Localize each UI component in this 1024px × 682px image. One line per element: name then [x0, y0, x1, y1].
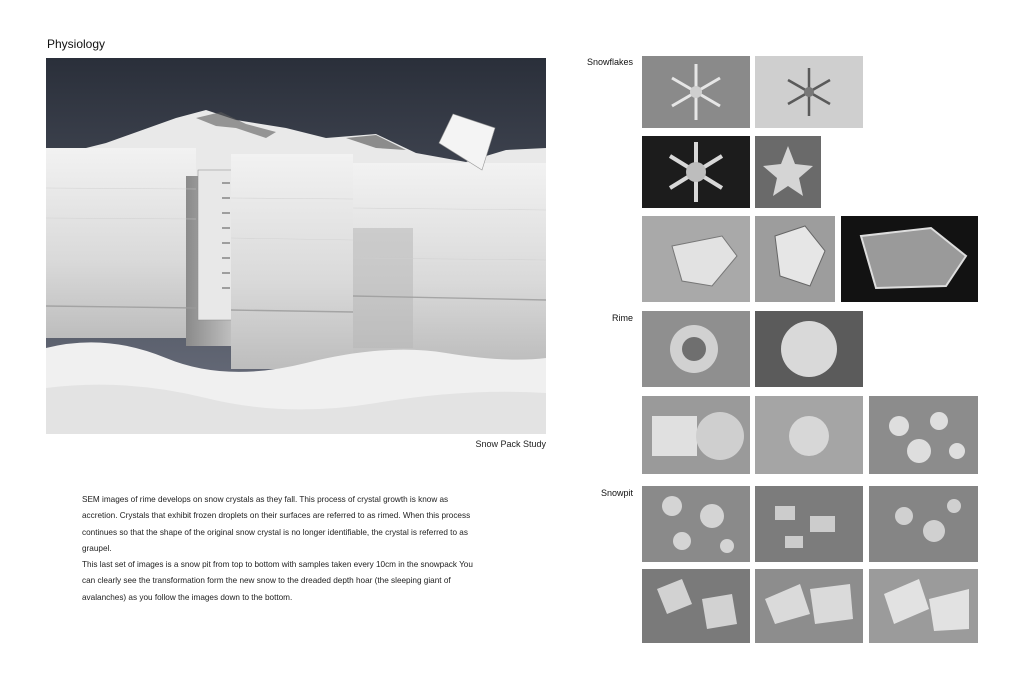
rime-image — [755, 396, 863, 474]
snowpit-image — [869, 486, 978, 562]
snowflake-image — [755, 216, 835, 302]
snowpit-label: Snowpit — [600, 488, 633, 498]
rime-image — [869, 396, 978, 474]
rime-image — [642, 396, 750, 474]
hero-caption: Snow Pack Study — [475, 439, 546, 449]
snowpit-image — [869, 569, 978, 643]
snowflakes-label: Snowflakes — [586, 57, 633, 67]
snowpit-image — [642, 569, 750, 643]
snowflake-image — [755, 56, 863, 128]
snowflake-image — [642, 56, 750, 128]
description-paragraph-2: This last set of images is a snow pit from top to bottom with samples taken every 10cm in the snowpack You can clearly see the transformation form the new snow to the dreaded depth hoar (the sleeping giant of avalanches) as you follow the images down to the bottom. — [82, 560, 473, 602]
rime-image — [755, 311, 863, 387]
rime-image — [642, 311, 750, 387]
snowflake-image — [755, 136, 821, 208]
rime-label: Rime — [611, 313, 633, 323]
snowpit-image — [642, 486, 750, 562]
snow-pack-photo — [46, 58, 546, 434]
snowflake-image — [642, 216, 750, 302]
description-text — [82, 492, 482, 606]
snowpit-image — [755, 486, 863, 562]
snowflake-image — [642, 136, 750, 208]
page-title: Physiology — [47, 37, 106, 51]
snowflake-image — [841, 216, 978, 302]
snowpit-image — [755, 569, 863, 643]
description-paragraph-1: SEM images of rime develops on snow crystals as they fall. This process of crystal growth is know as accretion. Crystals that exhibit frozen droplets on their surfaces are referred to as rimed. When this process continues so that the shape of the original snow crystal is no longer identifiable, the crystal is referred to as graupel. — [82, 495, 471, 553]
